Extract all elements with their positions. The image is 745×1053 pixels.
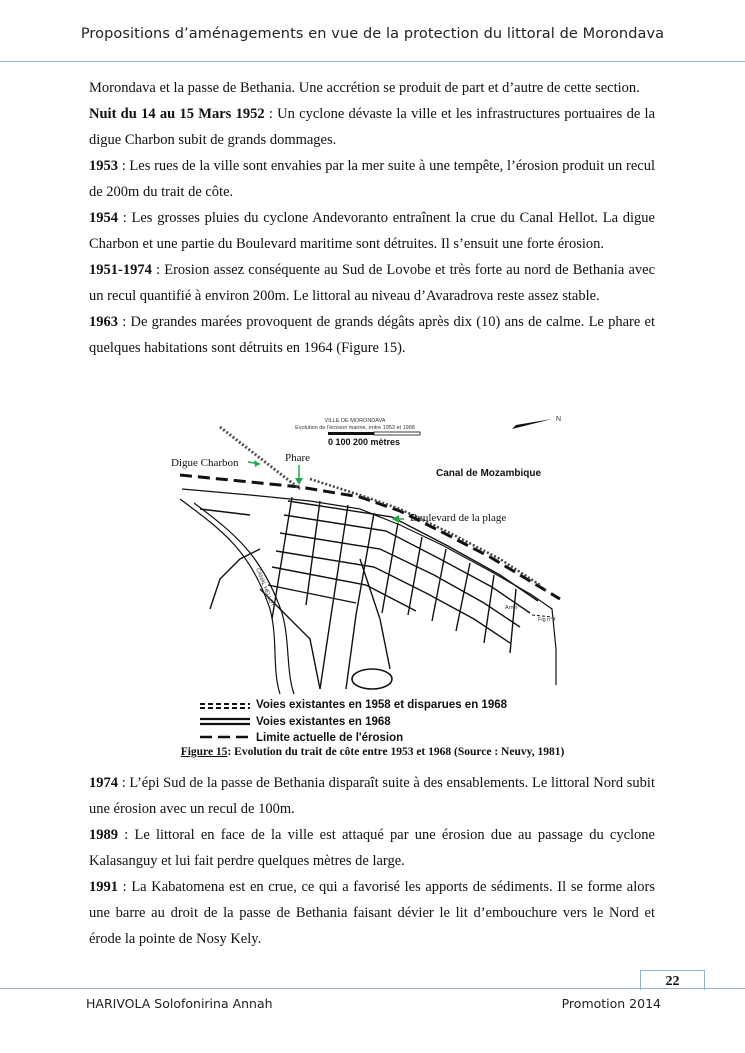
legend-item: Voies existantes en 1958 et disparues en 1968 [256,699,508,711]
label-canal-mozambique: Canal de Mozambique [436,468,542,479]
footer-promotion: Promotion 2014 [561,996,661,1011]
paragraph: 1991 : La Kabatomena est en crue, ce qui a favorisé les apports de sédiments. Il se forme alors une barre au droit de la passe de Bethania faisant dévier le lit d’embouchure vers le Nord et érode la pointe de Nosy Kely. [89,879,655,947]
legend-item: Limite actuelle de l'érosion [256,732,404,744]
caption-number: Figure 15 [180,746,228,758]
paragraph: 1953 : Les rues de la ville sont envahies par la mer suite à une tempête, l’érosion produit un recul de 200m du trait de côte. [89,158,655,200]
canal-hellot-bank [194,503,294,694]
arrowhead-icon [295,478,303,485]
paragraph-lead: 1954 [89,210,118,226]
caption-text: : Evolution du trait de côte entre 1953 et 1968 (Source : Neuvy, 1981) [227,746,565,758]
paragraph-lead: 1974 [89,775,118,791]
footer-divider [0,988,745,989]
label-phare: Phare [285,452,311,464]
paragraph: Morondava et la passe de Bethania. Une accrétion se produit de part et d’autre de cette section. [89,80,640,96]
header-divider [0,61,745,62]
footer-author: HARIVOLA Solofonirina Annah [86,996,273,1011]
paragraph: Nuit du 14 au 15 Mars 1952 : Un cyclone dévaste la ville et les infrastructures portuaires de la digue Charbon subit de grands dommages. [89,106,655,148]
label-boulevard: Boulevard de la plage [410,512,507,524]
label-digue-charbon: Digue Charbon [171,457,239,469]
oval-feature [352,669,392,689]
north-arrow-icon [512,416,561,429]
paragraph-lead: 1963 [89,314,118,330]
map-fig-ref: Fig n°4 [538,617,556,623]
figure-caption [0,746,745,758]
paragraph: 1974 : L’épi Sud de la passe de Bethania disparaît suite à des ensablements. Le littoral Nord subit une érosion avec un recul de 100m. [89,775,655,817]
paragraph-lead: 1951-1974 [89,262,152,278]
paragraph-lead: 1953 [89,158,118,174]
map-small-label: Arrêt [505,605,517,611]
canal-hellot-label: CANAL HELLOT [254,567,276,608]
page-number: 22 [640,970,705,990]
scale-bar [328,432,420,447]
body-text-top [89,75,655,361]
paragraph-lead: 1989 [89,827,118,843]
paragraph: 1951-1974 : Erosion assez conséquente au Sud de Lovobe et très forte au nord de Bethania avec un recul quantifié à environ 200m. Le littoral au niveau d’Avaradrova reste assez stable. [89,262,655,304]
paragraph: 1989 : Le littoral en face de la ville est attaqué par une érosion due au passage du cyclone Kalasanguy et lui fait perdre quelques mètres de large. [89,827,655,869]
coastline-map [160,409,580,744]
map-title-2: Evolution de l'érosion marine, entre 1953 et 1968 [295,425,415,431]
figure-map [160,409,580,744]
paragraph: 1963 : De grandes marées provoquent de grands dégâts après dix (10) ans de calme. Le phare et quelques habitations sont détruits en 1964 (Figure 15). [89,314,655,356]
scale-label: 0 100 200 mètres [328,437,401,447]
page-header-title: Propositions d’aménagements en vue de la protection du littoral de Morondava [80,26,665,42]
body-text-bottom [89,770,655,952]
paragraph: 1954 : Les grosses pluies du cyclone Andevoranto entraînent la crue du Canal Hellot. La digue Charbon et une partie du Boulevard maritime sont détruites. Il s’ensuit une forte érosion. [89,210,655,252]
map-legend [200,699,508,744]
map-title-1: VILLE DE MORONDAVA [324,418,386,424]
svg-text:N: N [556,416,562,423]
paragraph-lead: Nuit du 14 au 15 Mars 1952 [89,106,265,122]
paragraph-lead: 1991 [89,879,118,895]
arrowhead-icon [254,460,260,467]
street-grid [200,497,538,689]
legend-item: Voies existantes en 1968 [256,716,391,728]
